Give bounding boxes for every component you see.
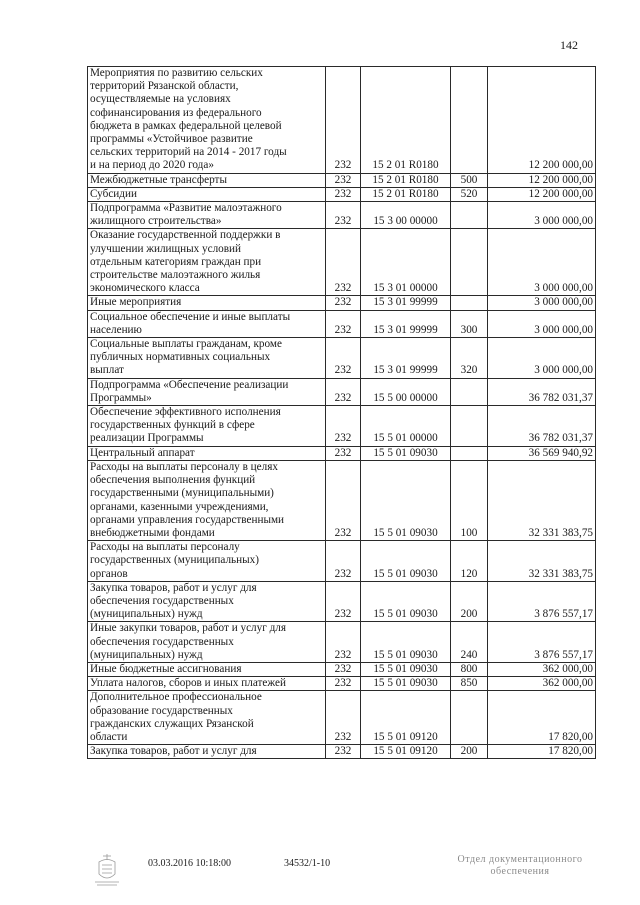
table-row	[88, 338, 596, 379]
row-name-line: выплат	[90, 364, 124, 377]
table-row	[88, 446, 596, 460]
row-name-line: области	[90, 730, 128, 743]
row-name-line: Социальное обеспечение и иные выплаты	[90, 310, 291, 323]
table-row	[88, 581, 596, 622]
row-name	[88, 406, 326, 447]
row-name-line: государственных (муниципальных)	[90, 554, 259, 567]
row-name-line: и на период до 2020 года»	[90, 159, 214, 172]
budget-table	[87, 66, 596, 759]
row-code: 232	[326, 296, 361, 310]
row-name-line: Подпрограмма «Обеспечение реализации	[90, 378, 289, 391]
row-name-line: отдельным категориям граждан при	[90, 255, 262, 268]
row-sum: 3 000 000,00	[488, 310, 596, 337]
row-name-line: населению	[90, 323, 142, 336]
table-row	[88, 406, 596, 447]
table-row	[88, 310, 596, 337]
department-stamp	[440, 854, 600, 878]
row-name-line: Оказание государственной поддержки в	[90, 229, 281, 242]
row-name	[88, 187, 326, 201]
row-name-line: Центральный аппарат	[90, 446, 195, 459]
row-name-line: Закупка товаров, работ и услуг для	[90, 745, 257, 758]
row-name-line: обеспечения выполнения функций	[90, 474, 256, 487]
row-kind	[451, 67, 488, 174]
row-sum: 17 820,00	[488, 691, 596, 745]
row-code: 232	[326, 460, 361, 540]
table-row	[88, 460, 596, 540]
row-name	[88, 446, 326, 460]
emblem-icon	[92, 852, 122, 886]
row-article: 15 5 01 09030	[361, 581, 451, 622]
row-sum: 12 200 000,00	[488, 187, 596, 201]
table-row	[88, 745, 596, 759]
row-kind: 200	[451, 745, 488, 759]
stamp-line: Отдел документационного	[457, 854, 583, 865]
row-name	[88, 622, 326, 663]
row-article: 15 3 01 00000	[361, 229, 451, 296]
row-article: 15 5 01 09030	[361, 446, 451, 460]
row-sum: 12 200 000,00	[488, 67, 596, 174]
row-name-line: обеспечения государственных	[90, 594, 234, 607]
table-row	[88, 187, 596, 201]
row-name-line: экономического класса	[90, 282, 200, 295]
row-name	[88, 229, 326, 296]
row-name-line: Программы»	[90, 391, 152, 404]
row-code: 232	[326, 745, 361, 759]
row-article: 15 5 01 09030	[361, 622, 451, 663]
row-sum: 32 331 383,75	[488, 541, 596, 582]
page-footer	[0, 852, 640, 892]
row-name-line: (муниципальных) нужд	[90, 648, 203, 661]
table-row	[88, 378, 596, 405]
row-name	[88, 173, 326, 187]
row-sum: 3 000 000,00	[488, 338, 596, 379]
row-name	[88, 338, 326, 379]
table-row	[88, 173, 596, 187]
row-name	[88, 677, 326, 691]
row-kind: 200	[451, 581, 488, 622]
row-name-line: улучшении жилищных условий	[90, 242, 242, 255]
row-name-line: жилищного строительства»	[90, 215, 222, 228]
row-sum: 12 200 000,00	[488, 173, 596, 187]
row-code: 232	[326, 622, 361, 663]
row-name-line: гражданских служащих Рязанской	[90, 717, 254, 730]
row-kind: 300	[451, 310, 488, 337]
row-sum: 32 331 383,75	[488, 460, 596, 540]
row-article: 15 3 00 00000	[361, 202, 451, 229]
row-name-line: Расходы на выплаты персоналу	[90, 541, 240, 554]
row-kind	[451, 446, 488, 460]
row-kind	[451, 378, 488, 405]
row-sum: 362 000,00	[488, 662, 596, 676]
row-name	[88, 67, 326, 174]
row-article: 15 2 01 R0180	[361, 173, 451, 187]
row-name-line: (муниципальных) нужд	[90, 608, 203, 621]
row-kind: 100	[451, 460, 488, 540]
row-name-line: Иные бюджетные ассигнования	[90, 662, 242, 675]
row-article: 15 5 01 09120	[361, 745, 451, 759]
table-row	[88, 202, 596, 229]
row-article: 15 5 01 00000	[361, 406, 451, 447]
row-kind: 120	[451, 541, 488, 582]
table-row	[88, 541, 596, 582]
row-name-line: Дополнительное профессиональное	[90, 691, 262, 704]
row-article: 15 5 01 09030	[361, 460, 451, 540]
row-code: 232	[326, 229, 361, 296]
row-name-line: программы «Устойчивое развитие	[90, 133, 253, 146]
row-name-line: Субсидии	[90, 187, 137, 200]
row-kind	[451, 202, 488, 229]
row-name	[88, 202, 326, 229]
row-name	[88, 378, 326, 405]
row-article: 15 2 01 R0180	[361, 67, 451, 174]
row-name-line: строительстве малоэтажного жилья	[90, 269, 261, 282]
row-sum: 3 876 557,17	[488, 581, 596, 622]
table-row	[88, 662, 596, 676]
row-name-line: Иные закупки товаров, работ и услуг для	[90, 622, 287, 635]
row-kind: 800	[451, 662, 488, 676]
row-sum: 362 000,00	[488, 677, 596, 691]
row-article: 15 5 00 00000	[361, 378, 451, 405]
row-name-line: сельских территорий на 2014 - 2017 годы	[90, 146, 287, 159]
row-name	[88, 460, 326, 540]
row-article: 15 3 01 99999	[361, 296, 451, 310]
row-article: 15 3 01 99999	[361, 338, 451, 379]
row-code: 232	[326, 677, 361, 691]
row-name	[88, 662, 326, 676]
table-row	[88, 677, 596, 691]
page-number: 142	[560, 38, 578, 52]
row-kind: 850	[451, 677, 488, 691]
row-code: 232	[326, 581, 361, 622]
row-kind	[451, 229, 488, 296]
budget-table-body	[88, 67, 596, 759]
row-name-line: внебюджетными фондами	[90, 526, 215, 539]
row-name	[88, 296, 326, 310]
row-name-line: Обеспечение эффективного исполнения	[90, 406, 281, 419]
row-name-line: Межбюджетные трансферты	[90, 173, 227, 186]
row-code: 232	[326, 338, 361, 379]
row-code: 232	[326, 173, 361, 187]
table-row	[88, 296, 596, 310]
row-name	[88, 310, 326, 337]
row-code: 232	[326, 310, 361, 337]
row-code: 232	[326, 662, 361, 676]
row-name-line: Подпрограмма «Развитие малоэтажного	[90, 202, 282, 215]
row-code: 232	[326, 187, 361, 201]
row-article: 15 5 01 09030	[361, 662, 451, 676]
row-name-line: публичных нормативных социальных	[90, 351, 271, 364]
row-article: 15 5 01 09120	[361, 691, 451, 745]
row-name-line: территорий Рязанской области,	[90, 80, 239, 93]
row-name-line: бюджета в рамках федеральной целевой	[90, 119, 282, 132]
row-sum: 36 782 031,37	[488, 406, 596, 447]
row-sum: 3 000 000,00	[488, 296, 596, 310]
row-sum: 3 000 000,00	[488, 202, 596, 229]
row-sum: 17 820,00	[488, 745, 596, 759]
row-kind: 320	[451, 338, 488, 379]
footer-doc-number: 34532/1-10	[284, 858, 331, 869]
row-code: 232	[326, 691, 361, 745]
footer-datetime: 03.03.2016 10:18:00	[148, 858, 232, 869]
row-code: 232	[326, 541, 361, 582]
row-name-line: государственных функций в сфере	[90, 419, 255, 432]
row-article: 15 5 01 09030	[361, 677, 451, 691]
row-sum: 36 782 031,37	[488, 378, 596, 405]
table-row	[88, 622, 596, 663]
row-article: 15 5 01 09030	[361, 541, 451, 582]
row-name-line: софинансирования из федерального	[90, 106, 262, 119]
table-row	[88, 229, 596, 296]
row-code: 232	[326, 446, 361, 460]
row-name	[88, 581, 326, 622]
row-kind: 520	[451, 187, 488, 201]
row-name-line: обеспечения государственных	[90, 635, 234, 648]
row-name	[88, 691, 326, 745]
row-kind: 500	[451, 173, 488, 187]
row-code: 232	[326, 406, 361, 447]
row-name	[88, 745, 326, 759]
row-name-line: Закупка товаров, работ и услуг для	[90, 581, 257, 594]
row-name-line: Иные мероприятия	[90, 296, 182, 309]
row-article: 15 2 01 R0180	[361, 187, 451, 201]
row-code: 232	[326, 67, 361, 174]
row-name-line: государственными (муниципальными)	[90, 487, 274, 500]
row-name-line: органов	[90, 567, 128, 580]
row-name-line: осуществляемые на условиях	[90, 93, 231, 106]
row-name-line: органами управления государственными	[90, 513, 285, 526]
row-name-line: Расходы на выплаты персоналу в целях	[90, 460, 278, 473]
row-name-line: реализации Программы	[90, 432, 204, 445]
row-kind	[451, 691, 488, 745]
row-name-line: органами, казенными учреждениями,	[90, 500, 269, 513]
stamp-line: обеспечения	[490, 866, 550, 877]
table-row	[88, 67, 596, 174]
row-sum: 3 000 000,00	[488, 229, 596, 296]
row-name	[88, 541, 326, 582]
table-row	[88, 691, 596, 745]
row-name-line: Уплата налогов, сборов и иных платежей	[90, 677, 286, 690]
row-kind	[451, 296, 488, 310]
row-sum: 36 569 940,92	[488, 446, 596, 460]
row-name-line: Мероприятия по развитию сельских	[90, 67, 263, 79]
row-code: 232	[326, 378, 361, 405]
row-kind	[451, 406, 488, 447]
row-article: 15 3 01 99999	[361, 310, 451, 337]
row-sum: 3 876 557,17	[488, 622, 596, 663]
row-code: 232	[326, 202, 361, 229]
row-kind: 240	[451, 622, 488, 663]
row-name-line: Социальные выплаты гражданам, кроме	[90, 338, 282, 351]
row-name-line: образование государственных	[90, 704, 233, 717]
